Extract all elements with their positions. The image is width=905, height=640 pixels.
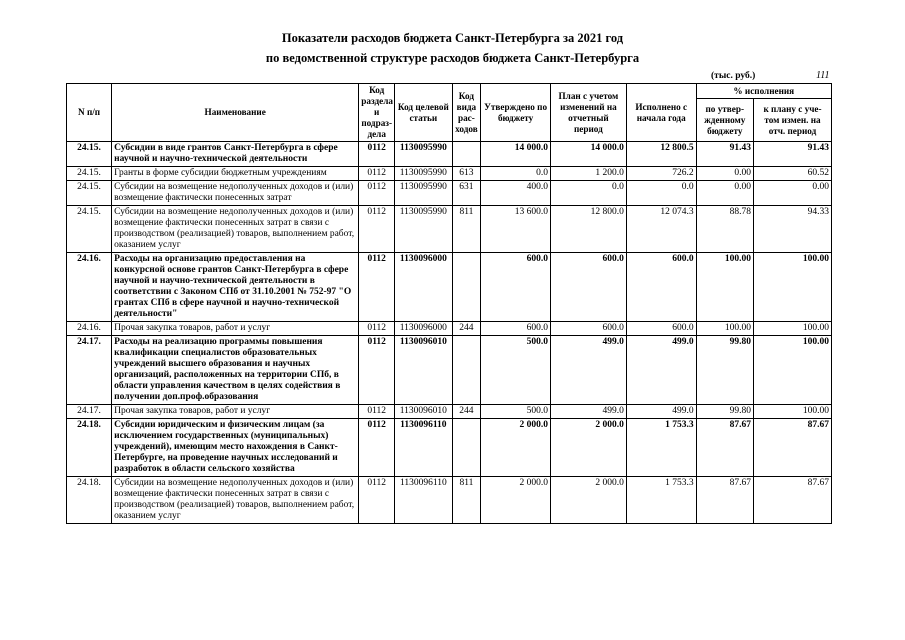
- row-approved: 14 000.0: [481, 142, 551, 167]
- row-type-code: 631: [452, 181, 481, 206]
- row-approved: 600.0: [481, 253, 551, 322]
- table-row: [67, 206, 832, 253]
- header-type-code: Код вида рас-ходов: [452, 84, 481, 142]
- row-type-code: 811: [452, 477, 481, 524]
- row-executed: 1 753.3: [626, 477, 696, 524]
- row-executed: 499.0: [626, 336, 696, 405]
- row-plan: 0.0: [550, 181, 626, 206]
- row-number: 24.18.: [67, 477, 112, 524]
- row-pct-budget: 99.80: [696, 405, 753, 419]
- row-target-code: 1130096110: [395, 477, 452, 524]
- row-executed: 600.0: [626, 322, 696, 336]
- row-type-code: [452, 142, 481, 167]
- row-name: Субсидии в виде грантов Санкт-Петербурга в сфере научной и научно-технической деятельности: [112, 142, 359, 167]
- header-section-code: Код раздела и подраз-дела: [359, 84, 395, 142]
- row-pct-plan: 0.00: [753, 181, 831, 206]
- row-target-code: 1130096010: [395, 336, 452, 405]
- row-pct-budget: 0.00: [696, 167, 753, 181]
- row-name: Расходы на организацию предоставления на конкурсной основе грантов Санкт-Петербурга в сфере научной и научно-технической деятельности в соответствии с Законом СПб от 31.10.2001 № 752-97 "О грантах СПб в сфере научной и научно-технической деятельности": [112, 253, 359, 322]
- header-executed: Исполнено с начала года: [626, 84, 696, 142]
- row-name: Субсидии на возмещение недополученных доходов и (или) возмещение фактически понесенных затрат в связи с производством (реализацией) товаров, выполнением работ, оказанием услуг: [112, 477, 359, 524]
- row-target-code: 1130095990: [395, 167, 452, 181]
- row-executed: 600.0: [626, 253, 696, 322]
- row-section-code: 0112: [359, 206, 395, 253]
- row-number: 24.18.: [67, 419, 112, 477]
- row-target-code: 1130096010: [395, 405, 452, 419]
- row-pct-plan: 100.00: [753, 322, 831, 336]
- row-plan: 1 200.0: [550, 167, 626, 181]
- row-section-code: 0112: [359, 405, 395, 419]
- row-number: 24.15.: [67, 142, 112, 167]
- table-row: [67, 477, 832, 524]
- row-executed: 0.0: [626, 181, 696, 206]
- table-row: [67, 253, 832, 322]
- row-number: 24.16.: [67, 322, 112, 336]
- table-row: [67, 181, 832, 206]
- row-number: 24.16.: [67, 253, 112, 322]
- row-approved: 400.0: [481, 181, 551, 206]
- row-pct-budget: 88.78: [696, 206, 753, 253]
- row-section-code: 0112: [359, 142, 395, 167]
- row-approved: 0.0: [481, 167, 551, 181]
- row-section-code: 0112: [359, 322, 395, 336]
- row-approved: 500.0: [481, 405, 551, 419]
- header-name: Наименование: [112, 84, 359, 142]
- units-label: (тыс. руб.): [711, 71, 756, 81]
- row-number: 24.15.: [67, 206, 112, 253]
- row-plan: 14 000.0: [550, 142, 626, 167]
- row-type-code: 244: [452, 405, 481, 419]
- budget-table: [66, 83, 832, 524]
- table-row: [67, 419, 832, 477]
- row-name: Гранты в форме субсидии бюджетным учреждениям: [112, 167, 359, 181]
- page-number: 111: [816, 70, 830, 81]
- row-pct-budget: 100.00: [696, 253, 753, 322]
- row-type-code: [452, 253, 481, 322]
- row-plan: 600.0: [550, 322, 626, 336]
- page-subtitle: по ведомственной структуре расходов бюджета Санкт-Петербурга: [265, 51, 640, 65]
- table-row: [67, 167, 832, 181]
- row-plan: 600.0: [550, 253, 626, 322]
- row-number: 24.17.: [67, 336, 112, 405]
- row-pct-budget: 91.43: [696, 142, 753, 167]
- row-number: 24.15.: [67, 181, 112, 206]
- row-executed: 1 753.3: [626, 419, 696, 477]
- row-executed: 12 800.5: [626, 142, 696, 167]
- row-section-code: 0112: [359, 419, 395, 477]
- header-pct-budget: по утвер-жденному бюджету: [696, 99, 753, 142]
- row-executed: 499.0: [626, 405, 696, 419]
- row-plan: 2 000.0: [550, 419, 626, 477]
- row-type-code: [452, 336, 481, 405]
- row-target-code: 1130096000: [395, 322, 452, 336]
- table-row: [67, 336, 832, 405]
- row-section-code: 0112: [359, 253, 395, 322]
- row-number: 24.15.: [67, 167, 112, 181]
- row-approved: 2 000.0: [481, 419, 551, 477]
- row-executed: 12 074.3: [626, 206, 696, 253]
- row-pct-budget: 0.00: [696, 181, 753, 206]
- row-section-code: 0112: [359, 477, 395, 524]
- row-approved: 500.0: [481, 336, 551, 405]
- row-plan: 499.0: [550, 336, 626, 405]
- row-name: Субсидии на возмещение недополученных доходов и (или) возмещение фактически понесенных затрат в связи с производством (реализацией) товаров, выполнением работ, оказанием услуг: [112, 206, 359, 253]
- row-plan: 499.0: [550, 405, 626, 419]
- table-row: [67, 405, 832, 419]
- header-target-code: Код целевой статьи: [395, 84, 452, 142]
- row-pct-plan: 91.43: [753, 142, 831, 167]
- header-plan: План с учетом изменений на отчетный период: [550, 84, 626, 142]
- row-approved: 2 000.0: [481, 477, 551, 524]
- header-pct-group: % исполнения: [696, 84, 831, 99]
- row-pct-plan: 100.00: [753, 253, 831, 322]
- row-target-code: 1130095990: [395, 206, 452, 253]
- row-section-code: 0112: [359, 336, 395, 405]
- row-name: Субсидии на возмещение недополученных доходов и (или) возмещение фактически понесенных затрат: [112, 181, 359, 206]
- row-plan: 2 000.0: [550, 477, 626, 524]
- table-row: [67, 322, 832, 336]
- row-section-code: 0112: [359, 167, 395, 181]
- row-type-code: [452, 419, 481, 477]
- header-approved: Утверждено по бюджету: [481, 84, 551, 142]
- row-name: Расходы на реализацию программы повышения квалификации специалистов образовательных учреждений высшего образования и научных организаций, расположенных на территории СПб, в области управления качеством в целях содействия в получении доп.проф.образования: [112, 336, 359, 405]
- row-pct-plan: 100.00: [753, 405, 831, 419]
- row-pct-plan: 60.52: [753, 167, 831, 181]
- header-num: N п/п: [67, 84, 112, 142]
- header-pct-plan: к плану с уче-том измен. на отч. период: [753, 99, 831, 142]
- table-row: [67, 142, 832, 167]
- row-pct-budget: 87.67: [696, 477, 753, 524]
- row-pct-budget: 99.80: [696, 336, 753, 405]
- row-pct-plan: 87.67: [753, 419, 831, 477]
- row-target-code: 1130096000: [395, 253, 452, 322]
- row-pct-budget: 87.67: [696, 419, 753, 477]
- row-type-code: 613: [452, 167, 481, 181]
- row-approved: 600.0: [481, 322, 551, 336]
- row-section-code: 0112: [359, 181, 395, 206]
- row-name: Субсидии юридическим и физическим лицам (за исключением государственных (муниципальных) учреждений), имеющим место нахождения в Санкт-Петербурге, на проведение научных исследований и разработок в области сельского хозяйства: [112, 419, 359, 477]
- row-type-code: 244: [452, 322, 481, 336]
- row-executed: 726.2: [626, 167, 696, 181]
- row-pct-budget: 100.00: [696, 322, 753, 336]
- row-target-code: 1130096110: [395, 419, 452, 477]
- row-name: Прочая закупка товаров, работ и услуг: [112, 322, 359, 336]
- row-approved: 13 600.0: [481, 206, 551, 253]
- row-pct-plan: 100.00: [753, 336, 831, 405]
- row-name: Прочая закупка товаров, работ и услуг: [112, 405, 359, 419]
- table-body: [67, 142, 832, 524]
- row-type-code: 811: [452, 206, 481, 253]
- row-target-code: 1130095990: [395, 181, 452, 206]
- row-pct-plan: 94.33: [753, 206, 831, 253]
- row-target-code: 1130095990: [395, 142, 452, 167]
- row-plan: 12 800.0: [550, 206, 626, 253]
- page-title: Показатели расходов бюджета Санкт-Петербурга за 2021 год: [281, 31, 624, 45]
- row-number: 24.17.: [67, 405, 112, 419]
- row-pct-plan: 87.67: [753, 477, 831, 524]
